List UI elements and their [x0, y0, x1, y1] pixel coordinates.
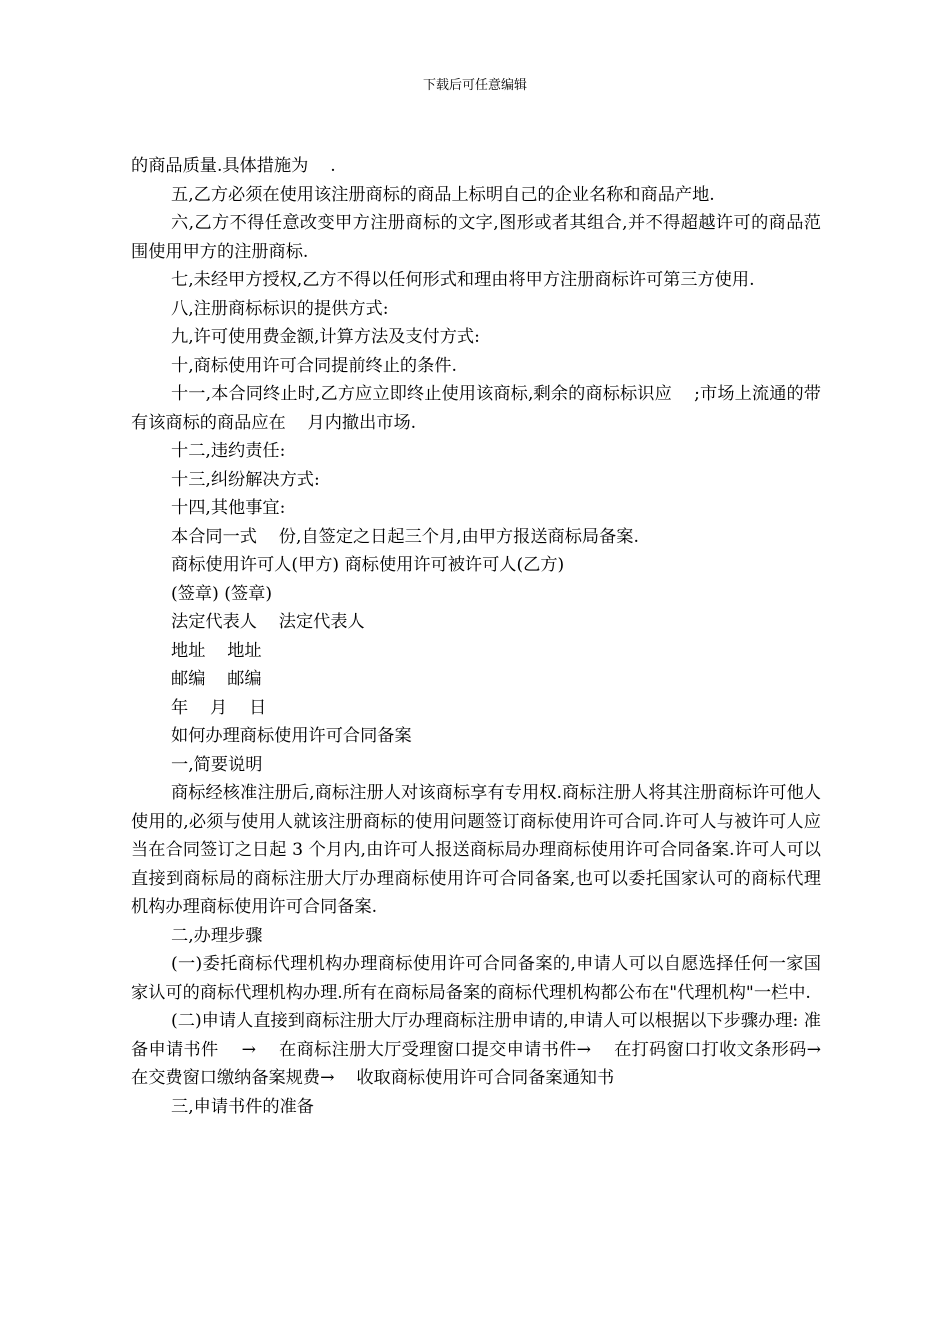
- paragraph: 法定代表人 法定代表人: [171, 612, 365, 632]
- page-header: 下载后可任意编辑: [422, 78, 527, 93]
- paragraph: 五,乙方必须在使用该注册商标的商品上标明自己的企业名称和商品产地.: [171, 184, 715, 205]
- paragraph: 一,简要说明: [171, 754, 263, 775]
- paragraph: 的商品质量.具体措施为 .: [131, 156, 336, 176]
- paragraph: (二)申请人直接到商标注册大厅办理商标注册申请的,申请人可以根据以下步骤办理: 准备申请书件 → 在商标注册大厅受理窗口提交申请书件→ 在打码窗口打收文条形码→ 在交费窗口缴纳备案规费→ 收取商标使用许可合同备案通知书: [131, 1011, 843, 1088]
- paragraph: 十四,其他事宜:: [171, 498, 286, 518]
- paragraph: 如何办理商标使用许可合同备案: [171, 726, 412, 746]
- paragraph: (签章) (签章): [171, 583, 273, 604]
- paragraph: 十,商标使用许可合同提前终止的条件.: [171, 355, 457, 376]
- paragraph: 八,注册商标标识的提供方式:: [171, 298, 389, 319]
- paragraph: 地址 地址: [171, 640, 262, 661]
- paragraph: 本合同一式 份,自签定之日起三个月,由甲方报送商标局备案.: [171, 526, 639, 547]
- paragraph: 六,乙方不得任意改变甲方注册商标的文字,图形或者其组合,并不得超越许可的商品范围使用甲方的注册商标.: [131, 213, 821, 262]
- paragraph: 十三,纠纷解决方式:: [171, 469, 320, 490]
- paragraph: 年 月 日: [171, 697, 267, 718]
- paragraph: 九,许可使用费金额,计算方法及支付方式:: [171, 327, 480, 347]
- paragraph: 商标使用许可人(甲方) 商标使用许可被许可人(乙方): [171, 555, 565, 575]
- paragraph: (一)委托商标代理机构办理商标使用许可合同备案的,申请人可以自愿选择任何一家国家认可的商标代理机构办理.所有在商标局备案的商标代理机构都公布在"代理机构"一栏中.: [131, 954, 821, 1003]
- paragraph: 十二,违约责任:: [171, 441, 286, 461]
- paragraph: 邮编 邮编: [171, 669, 262, 689]
- paragraph: 十一,本合同终止时,乙方应立即终止使用该商标,剩余的商标标识应 ;市场上流通的带有该商标的商品应在 月内撤出市场.: [131, 384, 821, 433]
- document-body: [131, 152, 843, 1121]
- paragraph: 三,申请书件的准备: [171, 1096, 314, 1117]
- paragraph: 二,办理步骤: [171, 925, 263, 946]
- paragraph: 商标经核准注册后,商标注册人对该商标享有专用权.商标注册人将其注册商标许可他人使用的,必须与使用人就该注册商标的使用问题签订商标使用许可合同.许可人与被许可人应当在合同签订之日起 3 个月内,由许可人报送商标局办理商标使用许可合同备案.许可人可以直接到商标局的商标注册大厅办理商标使用许可合同备案,也可以委托国家认可的商标代理机构办理商标使用许可合同备案.: [131, 783, 821, 917]
- paragraph: 七,未经甲方授权,乙方不得以任何形式和理由将甲方注册商标许可第三方使用.: [171, 270, 755, 290]
